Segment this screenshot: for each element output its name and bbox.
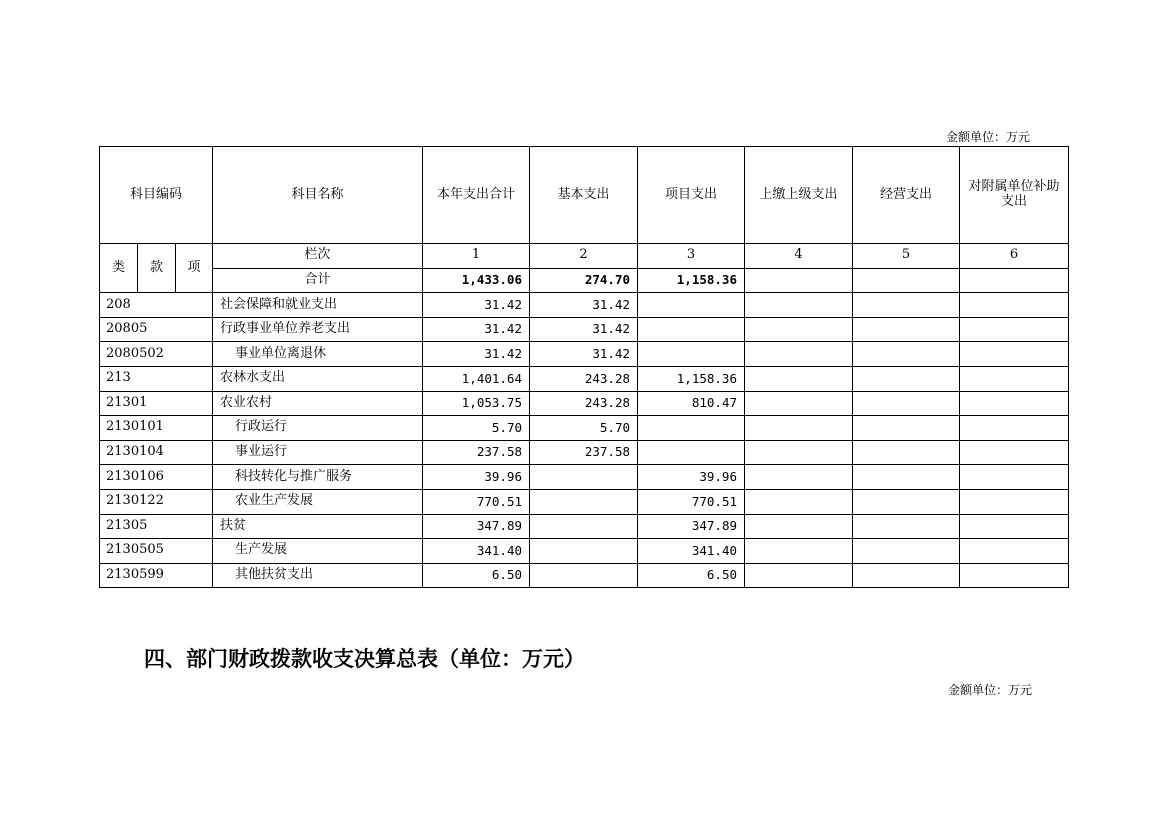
total-value <box>960 268 1069 293</box>
subject-code: 2130599 <box>100 563 213 588</box>
unit-note-top: 金额单位：万元 <box>946 130 1031 144</box>
amount-cell <box>960 366 1069 391</box>
subject-name: 行政事业单位养老支出 <box>213 317 423 342</box>
subject-code: 21301 <box>100 391 213 416</box>
amount-cell <box>853 489 960 514</box>
amount-cell: 243.28 <box>530 391 638 416</box>
amount-cell: 31.42 <box>423 342 530 367</box>
table-row <box>100 539 1069 564</box>
subject-name: 社会保障和就业支出 <box>213 293 423 318</box>
amount-cell: 31.42 <box>530 342 638 367</box>
amount-cell: 31.42 <box>423 293 530 318</box>
header-operation: 经营支出 <box>853 147 960 244</box>
header-basic: 基本支出 <box>530 147 638 244</box>
amount-cell <box>853 416 960 441</box>
amount-cell <box>638 293 745 318</box>
amount-cell <box>960 465 1069 490</box>
amount-cell: 237.58 <box>530 440 638 465</box>
amount-cell <box>745 366 853 391</box>
amount-cell: 770.51 <box>423 489 530 514</box>
amount-cell <box>638 440 745 465</box>
amount-cell: 1,053.75 <box>423 391 530 416</box>
amount-cell: 5.70 <box>423 416 530 441</box>
amount-cell <box>745 514 853 539</box>
amount-cell <box>638 317 745 342</box>
total-value: 1,433.06 <box>423 268 530 293</box>
subject-code: 2130101 <box>100 416 213 441</box>
table-row <box>100 563 1069 588</box>
amount-cell <box>853 366 960 391</box>
col-num: 1 <box>423 244 530 269</box>
amount-cell <box>960 342 1069 367</box>
amount-cell: 39.96 <box>423 465 530 490</box>
subject-code: 2130104 <box>100 440 213 465</box>
amount-cell <box>853 440 960 465</box>
subject-code: 208 <box>100 293 213 318</box>
amount-cell: 6.50 <box>638 563 745 588</box>
amount-cell <box>530 465 638 490</box>
subject-code: 20805 <box>100 317 213 342</box>
amount-cell <box>638 416 745 441</box>
amount-cell <box>853 391 960 416</box>
amount-cell <box>853 465 960 490</box>
subject-code: 21305 <box>100 514 213 539</box>
header-xiang: 项 <box>176 244 213 293</box>
subject-name: 农业农村 <box>213 391 423 416</box>
col-num: 4 <box>745 244 853 269</box>
subject-code: 2130122 <box>100 489 213 514</box>
amount-cell <box>745 440 853 465</box>
amount-cell: 1,158.36 <box>638 366 745 391</box>
amount-cell: 5.70 <box>530 416 638 441</box>
subject-name: 科技转化与推广服务 <box>213 465 423 490</box>
amount-cell: 39.96 <box>638 465 745 490</box>
header-lanci: 栏次 <box>213 244 423 269</box>
col-num: 5 <box>853 244 960 269</box>
amount-cell <box>530 539 638 564</box>
amount-cell <box>960 563 1069 588</box>
col-num: 6 <box>960 244 1069 269</box>
header-code: 科目编码 <box>100 147 213 244</box>
amount-cell <box>745 317 853 342</box>
subject-code: 2130505 <box>100 539 213 564</box>
amount-cell: 6.50 <box>423 563 530 588</box>
amount-cell <box>960 317 1069 342</box>
subject-name: 行政运行 <box>213 416 423 441</box>
subject-name: 事业单位离退休 <box>213 342 423 367</box>
header-name: 科目名称 <box>213 147 423 244</box>
amount-cell <box>853 342 960 367</box>
total-value: 274.70 <box>530 268 638 293</box>
subject-name: 事业运行 <box>213 440 423 465</box>
amount-cell <box>745 391 853 416</box>
column-number-row <box>100 244 1069 269</box>
amount-cell <box>853 539 960 564</box>
section-title: 四、部门财政拨款收支决算总表（单位：万元） <box>144 647 585 671</box>
amount-cell <box>960 416 1069 441</box>
amount-cell <box>745 489 853 514</box>
subject-name: 农林水支出 <box>213 366 423 391</box>
subject-code: 2130106 <box>100 465 213 490</box>
amount-cell: 31.42 <box>530 293 638 318</box>
amount-cell <box>745 293 853 318</box>
header-row <box>100 147 1069 244</box>
total-value <box>745 268 853 293</box>
col-num: 3 <box>638 244 745 269</box>
subject-code: 2080502 <box>100 342 213 367</box>
amount-cell <box>638 342 745 367</box>
table-row <box>100 465 1069 490</box>
unit-note-bottom: 金额单位：万元 <box>948 683 1033 697</box>
amount-cell: 1,401.64 <box>423 366 530 391</box>
amount-cell: 341.40 <box>638 539 745 564</box>
amount-cell: 31.42 <box>423 317 530 342</box>
amount-cell <box>745 342 853 367</box>
table-row <box>100 293 1069 318</box>
total-value: 1,158.36 <box>638 268 745 293</box>
table-row <box>100 391 1069 416</box>
subject-name: 农业生产发展 <box>213 489 423 514</box>
amount-cell: 810.47 <box>638 391 745 416</box>
amount-cell: 243.28 <box>530 366 638 391</box>
amount-cell: 31.42 <box>530 317 638 342</box>
amount-cell <box>530 489 638 514</box>
amount-cell <box>745 416 853 441</box>
amount-cell: 237.58 <box>423 440 530 465</box>
subject-name: 生产发展 <box>213 539 423 564</box>
table-row <box>100 317 1069 342</box>
amount-cell <box>960 391 1069 416</box>
subject-name: 扶贫 <box>213 514 423 539</box>
table-row <box>100 489 1069 514</box>
subject-code: 213 <box>100 366 213 391</box>
header-total: 本年支出合计 <box>423 147 530 244</box>
amount-cell <box>745 539 853 564</box>
table-row <box>100 416 1069 441</box>
amount-cell: 347.89 <box>638 514 745 539</box>
amount-cell <box>960 514 1069 539</box>
col-num: 2 <box>530 244 638 269</box>
amount-cell <box>745 563 853 588</box>
amount-cell <box>853 514 960 539</box>
amount-cell <box>853 293 960 318</box>
amount-cell <box>530 514 638 539</box>
amount-cell <box>853 563 960 588</box>
header-kuan: 款 <box>138 244 176 293</box>
header-lei: 类 <box>100 244 138 293</box>
amount-cell <box>960 489 1069 514</box>
amount-cell <box>960 539 1069 564</box>
amount-cell: 770.51 <box>638 489 745 514</box>
amount-cell: 347.89 <box>423 514 530 539</box>
total-row <box>100 268 1069 293</box>
table-row <box>100 514 1069 539</box>
table-row <box>100 440 1069 465</box>
subject-name: 其他扶贫支出 <box>213 563 423 588</box>
amount-cell: 341.40 <box>423 539 530 564</box>
header-subsidy: 对附属单位补助支出 <box>960 147 1069 244</box>
table-row <box>100 342 1069 367</box>
total-label: 合计 <box>213 268 423 293</box>
amount-cell <box>745 465 853 490</box>
expenditure-table <box>99 146 1069 588</box>
header-remit: 上缴上级支出 <box>745 147 853 244</box>
amount-cell <box>530 563 638 588</box>
amount-cell <box>853 317 960 342</box>
total-value <box>853 268 960 293</box>
header-project: 项目支出 <box>638 147 745 244</box>
table-row <box>100 366 1069 391</box>
amount-cell <box>960 440 1069 465</box>
amount-cell <box>960 293 1069 318</box>
